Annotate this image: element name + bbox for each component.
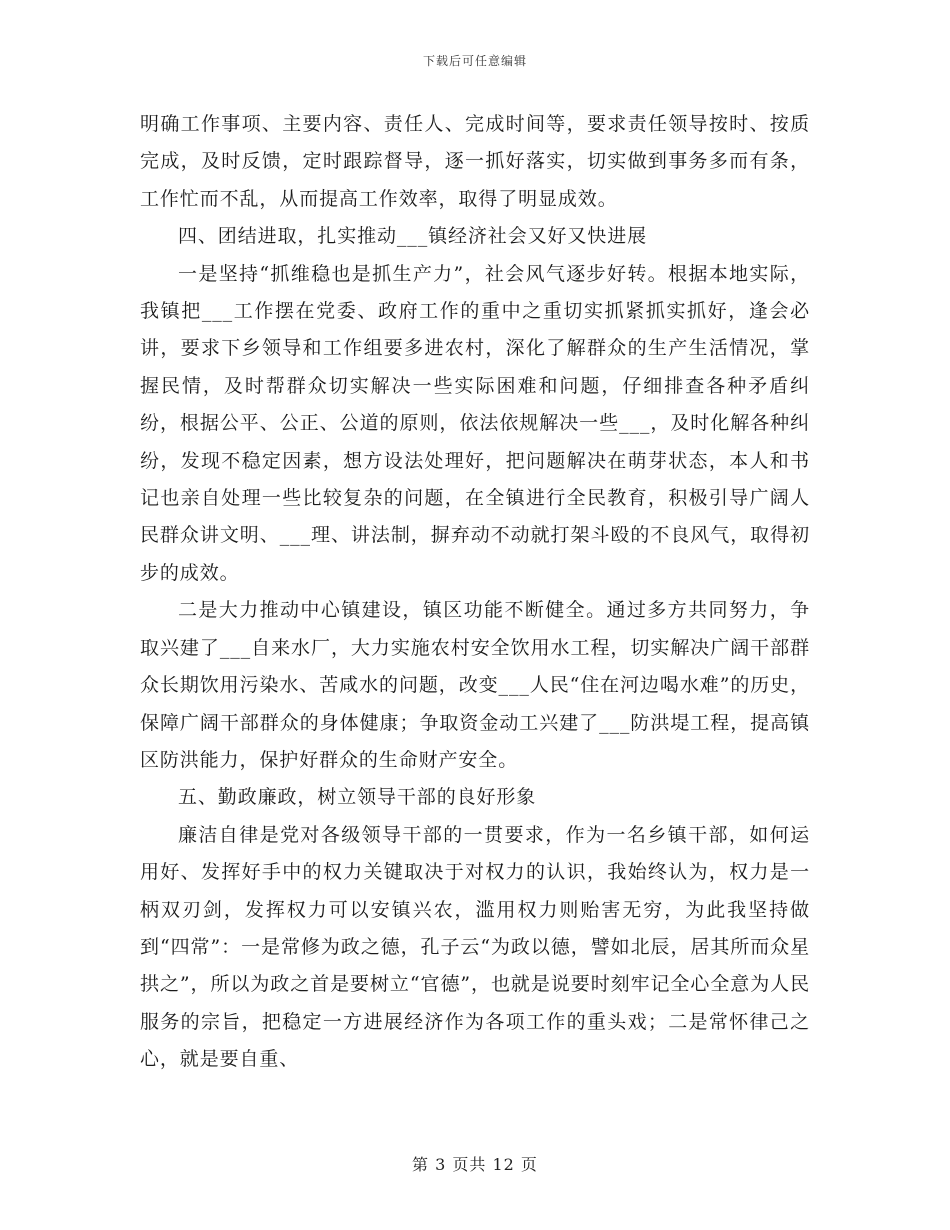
page-number: 第 3 页共 12 页 (412, 1155, 538, 1174)
section-heading-4: 四、团结进取，扎实推动___镇经济社会又好又快进展 (178, 225, 648, 248)
paragraph-stability: 一是坚持“抓维稳也是抓生产力”，社会风气逐步好转。根据本地实际，我镇把___工作摆在党委、政府工作的重中之重切实抓紧抓实抓好，逢会必讲，要求下乡领导和工作组要多进农村，深化了解群众的生产生活情况，掌握民情，及时帮群众切实解决一些实际困难和问题，仔细排查各种矛盾纠纷，根据公平、公正、公道的原则，依法依规解决一些___，及时化解各种纠纷，发现不稳定因素，想方设法处理好，把问题解决在萌芽状态，本人和书记也亲自处理一些比较复杂的问题，在全镇进行全民教育，积极引导广阔人民群众讲文明、___理、讲法制，摒弃动不动就打架斗殴的不良风气，取得初步的成效。 (140, 262, 810, 584)
section-heading-5: 五、勤政廉政，树立领导干部的良好形象 (178, 786, 537, 809)
paragraph-continuation: 明确工作事项、主要内容、责任人、完成时间等，要求责任领导按时、按质完成，及时反馈，定时跟踪督导，逐一抓好落实，切实做到事务多而有条，工作忙而不乱，从而提高工作效率，取得了明显成效。 (140, 113, 810, 210)
document-body (140, 106, 810, 1079)
paragraph-town-construction: 二是大力推动中心镇建设，镇区功能不断健全。通过多方共同努力，争取兴建了___自来水厂，大力实施农村安全饮用水工程，切实解决广阔干部群众长期饮用污染水、苦咸水的问题，改变___人民“住在河边喝水难”的历史，保障广阔干部群众的身体健康；争取资金动工兴建了___防洪堤工程，提高镇区防洪能力，保护好群众的生命财产安全。 (140, 599, 810, 771)
header-note: 下载后可任意编辑 (422, 54, 527, 68)
paragraph-integrity: 廉洁自律是党对各级领导干部的一贯要求，作为一名乡镇干部，如何运用好、发挥好手中的权力关键取决于对权力的认识，我始终认为，权力是一柄双刃剑，发挥权力可以安镇兴农，滥用权力则贻害无穷，为此我坚持做到“四常”：一是常修为政之德，孔子云“为政以德，譬如北辰，居其所而众星拱之”，所以为政之首是要树立“官德”，也就是说要时刻牢记全心全意为人民服务的宗旨，把稳定一方进展经济作为各项工作的重头戏；二是常怀律己之心，就是要自重、 (140, 823, 810, 1071)
